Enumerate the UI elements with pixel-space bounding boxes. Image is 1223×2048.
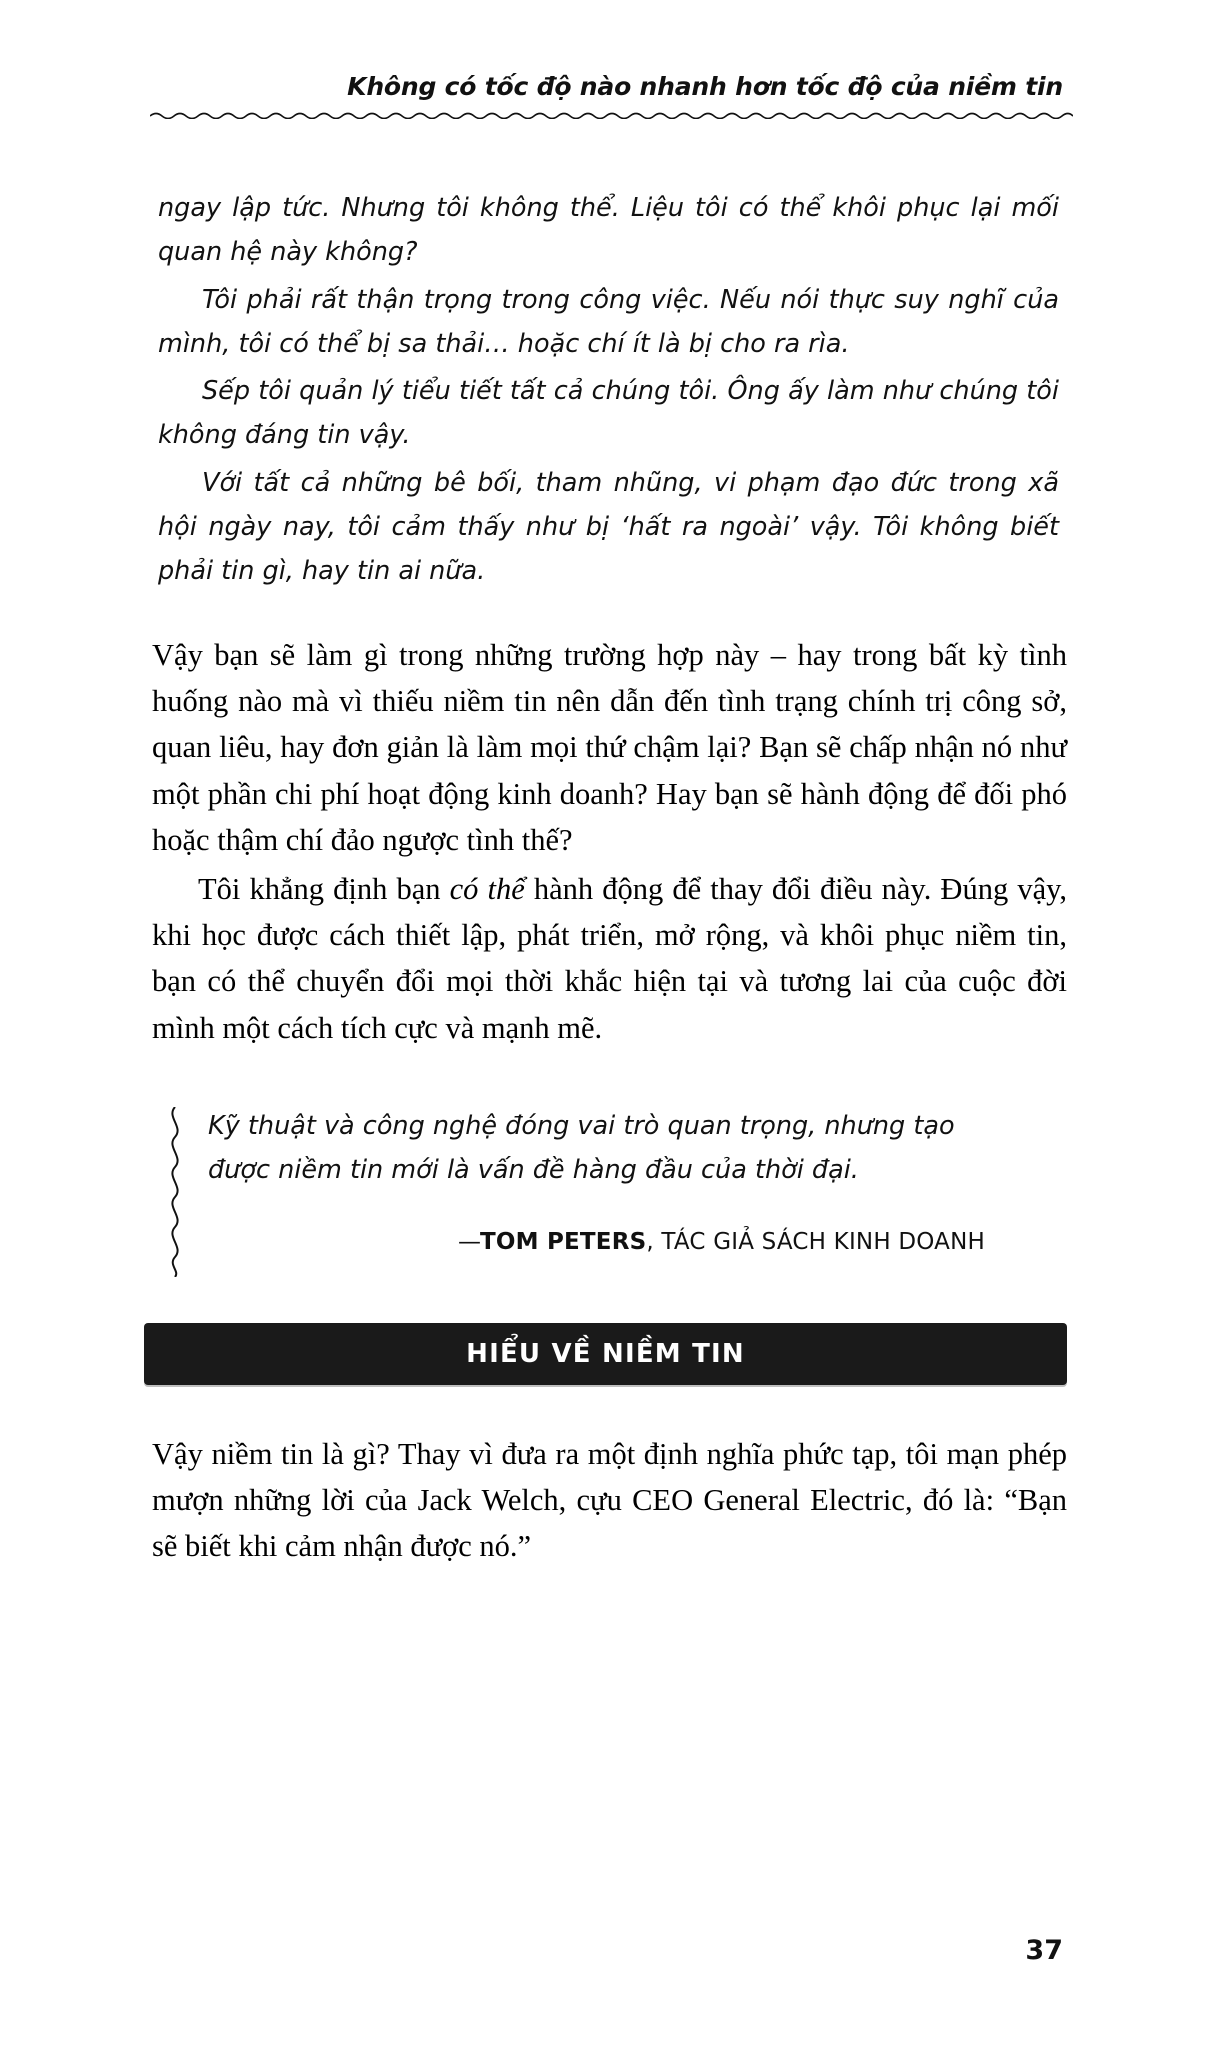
body-paragraph-2-part-b: hành động để thay đổi điều này. Đúng vậy, khi học được cách thiết lập, phát triển, mở rộng, và khôi phục niềm tin, bạn có thể chuyển đổi mọi thời khắc hiện tại và tương lai của cuộc đời mình một cách tích cực và mạnh mẽ. (152, 871, 1067, 1045)
body-paragraph-2-part-a: Tôi khẳng định bạn (198, 871, 450, 906)
quoted-paragraph: Tôi phải rất thận trọng trong công việc. Nếu nói thực suy nghĩ của mình, tôi có thể bị sa thải… hoặc chí ít là bị cho ra rìa. (158, 284, 1059, 359)
section-body-block (150, 1431, 1073, 1570)
body-paragraph-2-emphasis: có thể (449, 871, 525, 906)
quoted-paragraph: Sếp tôi quản lý tiểu tiết tất cả chúng tôi. Ông ấy làm như chúng tôi không đáng tin vậy. (158, 376, 1059, 451)
quoted-testimonials (150, 187, 1073, 594)
header-wavy-rule (150, 111, 1063, 121)
attribution-dash: — (458, 1228, 481, 1255)
page-number: 37 (1025, 1935, 1063, 1966)
body-paragraph-2 (152, 866, 1067, 1051)
pull-quote-text: Kỹ thuật và công nghệ đóng vai trò quan trọng, nhưng tạo được niềm tin mới là vấn đề hàng đầu của thời đại. (208, 1110, 955, 1185)
quoted-paragraph: Với tất cả những bê bối, tham nhũng, vi phạm đạo đức trong xã hội ngày nay, tôi cảm thấy như bị ‘hất ra ngoài’ vậy. Tôi không biết phải tin gì, hay tin ai nữa. (158, 468, 1059, 586)
attribution-role: , TÁC GIẢ SÁCH KINH DOANH (646, 1228, 985, 1255)
quoted-paragraph: ngay lập tức. Nhưng tôi không thể. Liệu tôi có thể khôi phục lại mối quan hệ này không? (158, 193, 1059, 267)
running-head: Không có tốc độ nào nhanh hơn tốc độ của niềm tin (347, 72, 1063, 101)
squiggle-decoration (164, 1107, 186, 1277)
body-text-block (150, 632, 1073, 1051)
body-paragraph-1: Vậy bạn sẽ làm gì trong những trường hợp này – hay trong bất kỳ tình huống nào mà vì thiếu niềm tin nên dẫn đến tình trạng chính trị công sở, quan liêu, hay đơn giản là làm mọi thứ chậm lại? Bạn sẽ chấp nhận nó như một phần chi phí hoạt động kinh doanh? Hay bạn sẽ hành động để đối phó hoặc thậm chí đảo ngược tình thế? (152, 637, 1067, 858)
section-banner-label: HIỂU VỀ NIỀM TIN (466, 1338, 745, 1369)
section-paragraph: Vậy niềm tin là gì? Thay vì đưa ra một định nghĩa phức tạp, tôi mạn phép mượn những lời của Jack Welch, cựu CEO General Electric, đó là: “Bạn sẽ biết khi cảm nhận được nó.” (152, 1436, 1067, 1564)
attribution-author: TOM PETERS (480, 1228, 647, 1255)
pull-quote-attribution (208, 1229, 1013, 1255)
section-banner (144, 1323, 1067, 1385)
pull-quote (150, 1105, 1073, 1255)
